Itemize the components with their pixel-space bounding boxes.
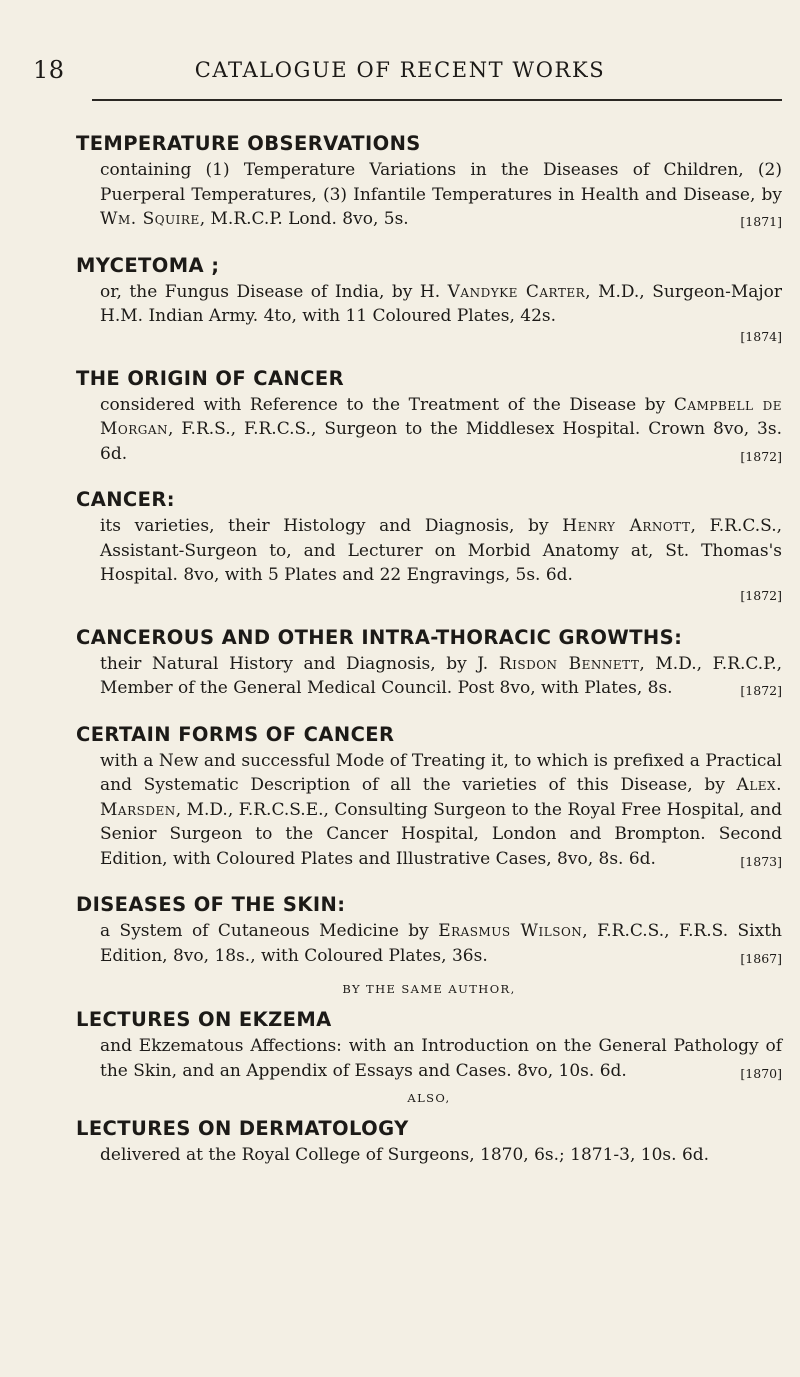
entry-author: Erasmus Wilson xyxy=(438,921,583,941)
entry-author: Alex. Marsden xyxy=(100,775,782,820)
entry-author: Risdon Bennett xyxy=(498,653,640,674)
entry-title: DISEASES OF THE SKIN: xyxy=(76,893,346,916)
entry-description: and Ekzematous Affections: with an Introduction on the General Pathology of the Skin, and an Appendix of Essays and Cases. 8vo, 10s. 6d. [1870] xyxy=(100,1034,782,1083)
catalogue-entry xyxy=(76,891,782,968)
catalogue-entry xyxy=(76,365,782,467)
page-number: 18 xyxy=(33,56,65,84)
entry-author: Henry Arnott xyxy=(562,516,691,536)
catalogue-entry xyxy=(76,624,782,701)
entry-year: [1870] xyxy=(740,1065,782,1081)
entry-year: [1867] xyxy=(740,950,782,966)
catalogue-entry xyxy=(76,1006,782,1083)
entry-description: or, the Fungus Disease of India, by H. Vandyke Carter, M.D., Surgeon-Major H.M. Indian Army. 4to, with 11 Coloured Plates, 42s. [1874] xyxy=(100,281,782,344)
entry-title: CANCER: xyxy=(76,488,175,511)
entry-year: [1872] xyxy=(740,683,782,698)
entry-title: THE ORIGIN OF CANCER xyxy=(76,366,345,390)
entry-author: Wm. Squire xyxy=(100,209,200,229)
catalogue-entry xyxy=(76,130,782,232)
entry-year: [1874] xyxy=(740,328,782,344)
entry-description: their Natural History and Diagnosis, by J. Risdon Bennett, M.D., F.R.C.P., Member of the General Medical Council. Post 8vo, with Plates, 8s. [1872] xyxy=(100,652,782,701)
entry-year: [1872] xyxy=(740,587,782,603)
entry-title: LECTURES ON EKZEMA xyxy=(76,1008,332,1031)
running-head xyxy=(0,56,800,86)
entry-author: Campbell de Morgan xyxy=(100,394,782,439)
entry-description: delivered at the Royal College of Surgeons, 1870, 6s.; 1871-3, 10s. 6d. xyxy=(100,1145,710,1165)
entry-year: [1872] xyxy=(740,448,782,464)
header-rule xyxy=(92,99,782,101)
entry-description: its varieties, their Histology and Diagnosis, by Henry Arnott, F.R.C.S., Assistant-Surgeon to, and Lecturer on Morbid Anatomy at, St. Thomas's Hospital. 8vo, with 5 Plates and 22 Engravings, 5s. 6d. [1872] xyxy=(100,516,782,603)
catalogue-entry xyxy=(76,1115,782,1168)
entry-author: Vandyke Carter xyxy=(447,281,586,302)
catalogue-entry xyxy=(76,721,782,872)
entry-description: with a New and successful Mode of Treating it, to which is prefixed a Practical and Systematic Description of all the varieties of this Disease, by Alex. Marsden, M.D., F.R.C.S.E., Consulting Surgeon to the Royal Free Hospital, and Senior Surgeon to the Cancer Hospital, London and Brompton. Second Edition, with Coloured Plates and Illustrative Cases, 8vo, 8s. 6d. [1873] xyxy=(100,749,782,872)
same-author-separator: BY THE SAME AUTHOR, xyxy=(342,982,516,996)
entry-title: CANCEROUS AND OTHER INTRA-THORACIC GROWTHS: xyxy=(76,625,683,649)
entry-description: considered with Reference to the Treatment of the Disease by Campbell de Morgan, F.R.S., F.R.C.S., Surgeon to the Middlesex Hospital. Crown 8vo, 3s. 6d. [1872] xyxy=(100,393,782,467)
entry-title: MYCETOMA ; xyxy=(76,253,220,277)
catalogue-entries xyxy=(76,130,782,1188)
entry-year: [1873] xyxy=(740,853,782,869)
entry-description: containing (1) Temperature Variations in the Diseases of Children, (2) Puerperal Temperatures, (3) Infantile Temperatures in Health and Disease, by Wm. Squire, M.R.C.P. Lond. 8vo, 5s. [1871] xyxy=(100,158,782,232)
entry-description: a System of Cutaneous Medicine by Erasmus Wilson, F.R.C.S., F.R.S. Sixth Edition, 8vo, 18s., with Coloured Plates, 36s. [1867] xyxy=(100,919,782,968)
catalogue-entry xyxy=(76,486,782,604)
entry-title: CERTAIN FORMS OF CANCER xyxy=(76,722,395,746)
entry-title: LECTURES ON DERMATOLOGY xyxy=(76,1117,409,1140)
running-title: CATALOGUE OF RECENT WORKS xyxy=(194,58,606,82)
entry-title: TEMPERATURE OBSERVATIONS xyxy=(76,132,421,155)
catalogue-entry xyxy=(76,252,782,345)
entry-year: [1871] xyxy=(740,214,782,229)
also-separator: ALSO, xyxy=(407,1091,451,1105)
